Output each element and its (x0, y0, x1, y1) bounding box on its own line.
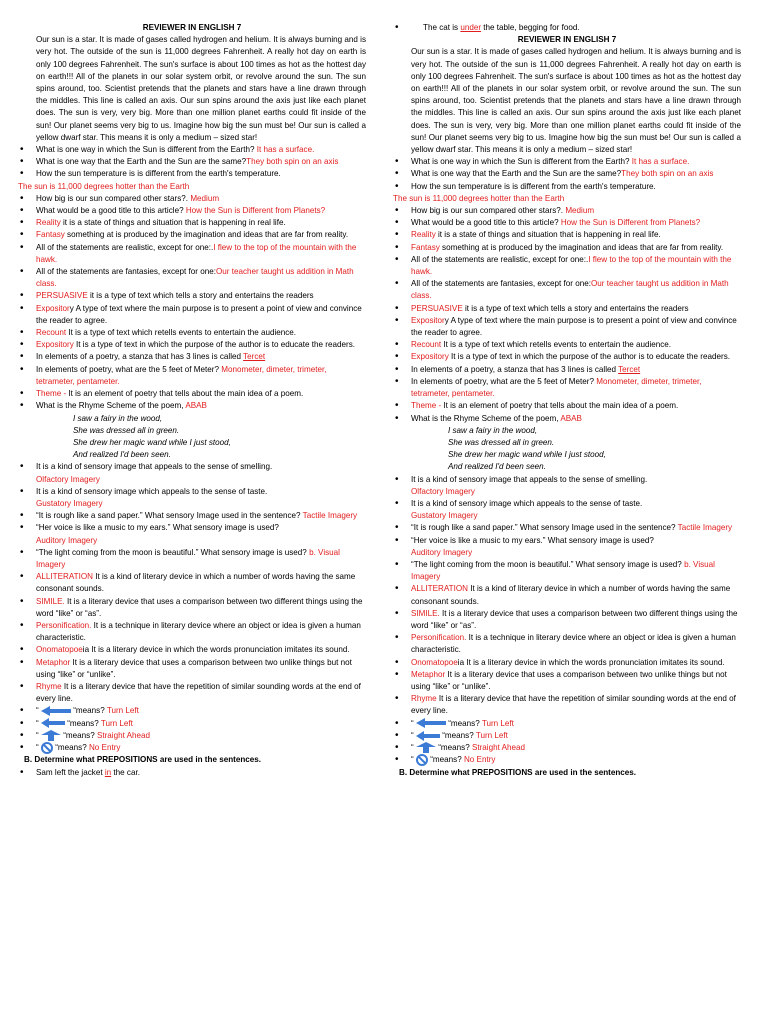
def-alliteration: • ALLITERATION It is a kind of literary device in which a number of words having the same consonant sounds. (393, 583, 741, 607)
question-fantasies: • All of the statements are fantasies, except for one:Our teacher taught us addition in Math class. (393, 278, 741, 302)
question-fantasies: • All of the statements are fantasies, except for one:Our teacher taught us addition in Math class. (18, 266, 366, 290)
def-reality: • Reality it is a state of things and situation that is happening in real life. (393, 229, 741, 241)
question-meter: • In elements of poetry, what are the 5 feet of Meter? Monometer, dimeter, trimeter, tetrameter, pentameter. (393, 376, 741, 400)
answer-gustatory: Gustatory Imagery (411, 511, 478, 521)
question-meter: • In elements of poetry, what are the 5 feet of Meter? Monometer, dimeter, trimeter, tetrameter, pentameter. (18, 364, 366, 388)
sentence-cat-under: • The cat is under the table, begging for food. (393, 22, 741, 34)
def-recount: • Recount It is a type of text which retells events to entertain the audience. (18, 327, 366, 339)
def-metaphor: • Metaphor It is a literary device that uses a comparison between two unlike things but not using “like” or “unlike”. (393, 669, 741, 693)
question-sun-different: • What is one way in which the Sun is different from the Earth? It has a surface. (18, 144, 366, 156)
no-entry-sign-icon (41, 742, 53, 754)
arrow-left-sign-icon (416, 718, 446, 728)
def-personification: • Personification. It is a technique in literary device where an object or idea is given a human characteristic. (393, 632, 741, 656)
def-expository-2: • Expository It is a type of text in which the purpose of the author is to educate the readers. (393, 351, 741, 363)
question-title: • What would be a good title to this article? How the Sun is Different from Planets? (393, 217, 741, 229)
def-reality: • Reality it is a state of things and situation that is happening in real life. (18, 217, 366, 229)
answer-olfactory: Olfactory Imagery (411, 486, 475, 496)
answer-olfactory: Olfactory Imagery (36, 474, 100, 484)
answer-gustatory: Gustatory Imagery (36, 498, 103, 508)
question-auditory: • “Her voice is like a music to my ears.” What sensory image is used? (18, 522, 366, 534)
sign-straight-ahead: • “ “means? Straight Ahead (18, 730, 366, 742)
question-realistic: • All of the statements are realistic, except for one:.I flew to the top of the mountain with the hawk. (393, 254, 741, 278)
poem-line: She drew her magic wand while I just stood, (448, 450, 606, 460)
question-tactile: • “It is rough like a sand paper.” What sensory Image used in the sentence? Tactile Imagery (18, 510, 366, 522)
poem-line: I saw a fairy in the wood, (73, 413, 163, 423)
answer-auditory: Auditory Imagery (411, 547, 473, 557)
arrow-left-sign-icon (416, 731, 440, 741)
def-expository-2: • Expository It is a type of text in which the purpose of the author is to educate the readers. (18, 339, 366, 351)
arrow-up-sign-icon (416, 742, 436, 753)
def-simile: • SIMILE. It is a literary device that uses a comparison between two different things using the word “like” or “as”. (18, 596, 366, 620)
question-rhyme-scheme: • What is the Rhyme Scheme of the poem, ABAB (18, 400, 366, 412)
question-sun-different: • What is one way in which the Sun is different from the Earth? It has a surface. (393, 156, 741, 168)
def-fantasy: • Fantasy something at is produced by the imagination and ideas that are far from reality. (18, 229, 366, 241)
question-sun-size: • How big is our sun compared other stars?. Medium (18, 193, 366, 205)
arrow-up-sign-icon (41, 730, 61, 741)
poem-line: She was dressed all in green. (448, 437, 555, 447)
right-column (393, 22, 741, 779)
left-column (18, 22, 366, 779)
poem-line: She was dressed all in green. (73, 425, 180, 435)
question-temperature: • How the sun temperature is is different from the earth's temperature. (393, 181, 741, 193)
answer-temperature: The sun is 11,000 degrees hotter than the Earth (18, 181, 190, 191)
question-auditory: • “Her voice is like a music to my ears.” What sensory image is used? (393, 535, 741, 547)
section-b-heading: B. Determine what PREPOSITIONS are used in the sentences. (399, 767, 637, 777)
answer-temperature: The sun is 11,000 degrees hotter than the Earth (393, 193, 565, 203)
intro-paragraph: Our sun is a star. It is made of gases called hydrogen and helium. It is always burning and is very hot. The outside of the sun is 11,000 degrees Fahrenheit. A really hot day on earth is only 100 degrees Fahrenheit. The sun's surface is about 100 times as hot as the hottest day on earth!!! All of the planets in our solar system orbit, or revolve around the sun. The sun spins around, too. Scientist pretends that the planets and stars have a line drawn through the middles. This line is called an axis. Our sun spins around the axis just like each planet does. The sun is very, very big. More than one million planet earths could fit inside of the sun! Our planet seems very big to us. Imagine how big the sun must be! Our sun is called a yellow dwarf star. This means it is only a medium – sized star! (36, 35, 366, 142)
question-tactile: • “It is rough like a sand paper.” What sensory Image used in the sentence? Tactile Imagery (393, 522, 741, 534)
question-realistic: • All of the statements are realistic, except for one:.I flew to the top of the mountain with the hawk. (18, 242, 366, 266)
poem-line: She drew her magic wand while I just stood, (73, 437, 231, 447)
sentence-jacket-in: • Sam left the jacket in the car. (18, 767, 366, 779)
question-gustatory: • It is a kind of sensory image which appeals to the sense of taste. (18, 486, 366, 498)
def-recount: • Recount It is a type of text which retells events to entertain the audience. (393, 339, 741, 351)
def-fantasy: • Fantasy something at is produced by the imagination and ideas that are far from reality. (393, 242, 741, 254)
sign-turn-left-1: • “ “means? Turn Left (393, 718, 741, 730)
section-b-heading: B. Determine what PREPOSITIONS are used in the sentences. (24, 755, 262, 765)
document-title: REVIEWER IN ENGLISH 7 (517, 35, 617, 45)
def-theme: • Theme - It is an element of poetry that tells about the main idea of a poem. (393, 400, 741, 412)
def-onomatopoeia: • Onomatopoeia It is a literary device in which the words pronunciation imitates its sound. (393, 657, 741, 669)
question-title: • What would be a good title to this article? How the Sun is Different from Planets? (18, 205, 366, 217)
question-visual: • “The light coming from the moon is beautiful.” What sensory image is used? b. Visual Imagery (18, 547, 366, 571)
no-entry-sign-icon (416, 754, 428, 766)
poem-line: And realized I'd been seen. (73, 450, 171, 460)
def-onomatopoeia: • Onomatopoeia It is a literary device in which the words pronunciation imitates its sound. (18, 644, 366, 656)
question-olfactory: • It is a kind of sensory image that appeals to the sense of smelling. (18, 461, 366, 473)
sign-turn-left-1: • “ “means? Turn Left (18, 705, 366, 717)
sign-no-entry: • “ “means? No Entry (18, 742, 366, 754)
intro-paragraph: Our sun is a star. It is made of gases called hydrogen and helium. It is always burning and is very hot. The outside of the sun is 11,000 degrees Fahrenheit. A really hot day on earth is only 100 degrees Fahrenheit. The sun's surface is about 100 times as hot as the hottest day on earth!!! All of the planets in our solar system orbit, or revolve around the sun. The sun spins around, too. Scientist pretends that the planets and stars have a line drawn through the middles. This line is called an axis. Our sun spins around the axis just like each planet does. The sun is very, very big. More than one million planet earths could fit inside of the sun! Our planet seems very big to us. Imagine how big the sun must be! Our sun is called a yellow dwarf star. This means it is only a medium – sized star! (411, 47, 741, 155)
sign-straight-ahead: • “ “means? Straight Ahead (393, 742, 741, 754)
poem-line: And realized I'd been seen. (448, 462, 546, 472)
question-visual: • “The light coming from the moon is beautiful.” What sensory image is used? b. Visual Imagery (393, 559, 741, 583)
question-tercet: • In elements of a poetry, a stanza that has 3 lines is called Tercet (393, 364, 741, 376)
sign-turn-left-2: • “ “means? Turn Left (18, 718, 366, 730)
def-expository-1: • Expository A type of text where the main purpose is to present a point of view and convince the reader to agree. (18, 303, 366, 327)
question-sun-same: • What is one way that the Earth and the Sun are the same?They both spin on an axis (393, 168, 741, 180)
def-metaphor: • Metaphor It is a literary device that uses a comparison between two unlike things but not using “like” or “unlike”. (18, 657, 366, 681)
def-persuasive: • PERSUASIVE it is a type of text which tells a story and entertains the readers (18, 290, 366, 302)
def-simile: • SIMILE. It is a literary device that uses a comparison between two different things using the word “like” or “as”. (393, 608, 741, 632)
def-alliteration: • ALLITERATION It is a kind of literary device in which a number of words having the same consonant sounds. (18, 571, 366, 595)
answer-auditory: Auditory Imagery (36, 535, 98, 545)
def-personification: • Personification. It is a technique in literary device where an object or idea is given a human characteristic. (18, 620, 366, 644)
question-gustatory: • It is a kind of sensory image which appeals to the sense of taste. (393, 498, 741, 510)
def-expository-1: • Expository A type of text where the main purpose is to present a point of view and convince the reader to agree. (393, 315, 741, 339)
def-rhyme: • Rhyme It is a literary device that have the repetition of similar sounding words at the end of every line. (393, 693, 741, 717)
def-theme: • Theme - It is an element of poetry that tells about the main idea of a poem. (18, 388, 366, 400)
question-rhyme-scheme: • What is the Rhyme Scheme of the poem, ABAB (393, 413, 741, 425)
sign-no-entry: • “ “means? No Entry (393, 754, 741, 766)
arrow-left-sign-icon (41, 718, 65, 728)
document-title: REVIEWER IN ENGLISH 7 (142, 23, 242, 32)
sign-turn-left-2: • “ “means? Turn Left (393, 730, 741, 742)
def-persuasive: • PERSUASIVE it is a type of text which tells a story and entertains the readers (393, 303, 741, 315)
question-sun-same: • What is one way that the Earth and the Sun are the same?They both spin on an axis (18, 156, 366, 168)
poem-line: I saw a fairy in the wood, (448, 425, 538, 435)
question-sun-size: • How big is our sun compared other stars?. Medium (393, 205, 741, 217)
question-olfactory: • It is a kind of sensory image that appeals to the sense of smelling. (393, 474, 741, 486)
arrow-left-sign-icon (41, 706, 71, 716)
question-temperature: • How the sun temperature is is different from the earth's temperature. (18, 168, 366, 180)
question-tercet: • In elements of a poetry, a stanza that has 3 lines is called Tercet (18, 351, 366, 363)
def-rhyme: • Rhyme It is a literary device that have the repetition of similar sounding words at the end of every line. (18, 681, 366, 705)
